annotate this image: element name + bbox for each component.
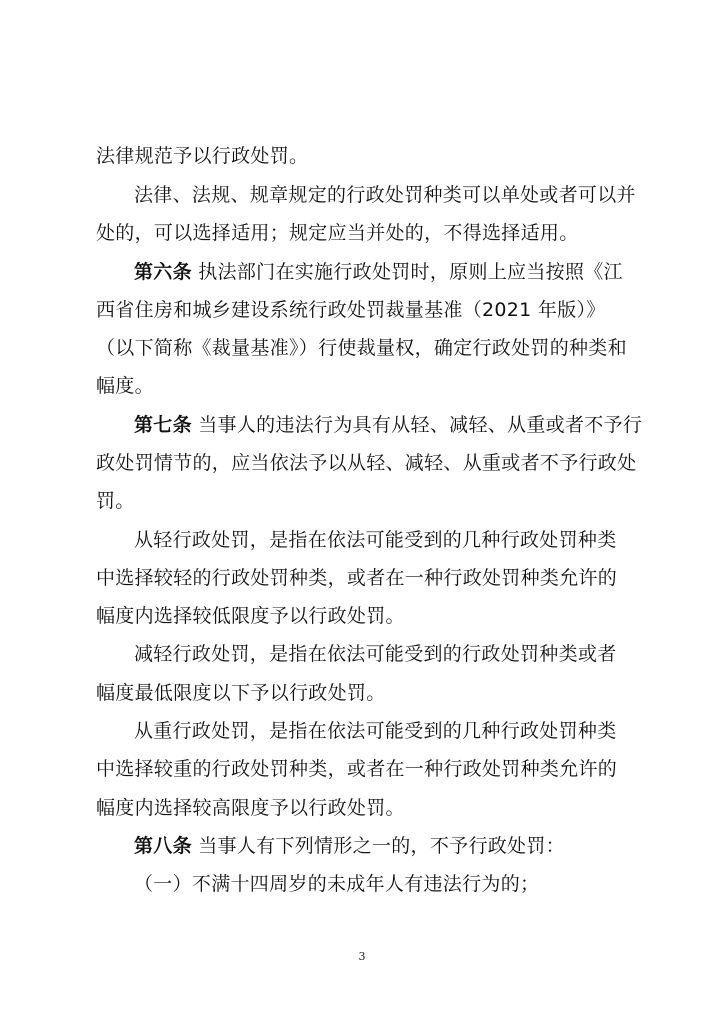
text-line: 幅度。 — [96, 375, 154, 397]
text-line: 罚。 — [96, 490, 135, 512]
text-span: 当事人有下列情形之一的，不予行政处罚： — [191, 835, 565, 857]
text-line: 处的，可以选择适用；规定应当并处的，不得选择适用。 — [96, 222, 579, 244]
article-7-line — [134, 412, 643, 438]
article-label: 第七条 — [134, 414, 192, 436]
article-label: 第八条 — [134, 835, 192, 857]
text-span: 执法部门在实施行政处罚时，原则上应当按照《江 — [191, 261, 623, 283]
text-line: （一）不满十四周岁的未成年人有违法行为的； — [134, 873, 540, 895]
text-line: 法律、法规、规章规定的行政处罚种类可以单处或者可以并 — [134, 184, 636, 206]
text-line: 幅度最低限度以下予以行政处罚。 — [96, 682, 386, 704]
text-line: 从轻行政处罚，是指在依法可能受到的几种行政处罚种类 — [134, 529, 617, 551]
text-span: 当事人的违法行为具有从轻、减轻、从重或者不予行 — [191, 414, 643, 436]
article-label: 第六条 — [134, 261, 192, 283]
text-line: 减轻行政处罚，是指在依法可能受到的行政处罚种类或者 — [134, 643, 617, 665]
text-line: 从重行政处罚，是指在依法可能受到的几种行政处罚种类 — [134, 720, 617, 742]
page-number: 3 — [358, 950, 366, 963]
text-line: 中选择较轻的行政处罚种类，或者在一种行政处罚种类允许的 — [96, 567, 618, 589]
text-line: 西省住房和城乡建设系统行政处罚裁量基准（2021 年版）》 — [96, 299, 606, 321]
article-8-line — [134, 833, 636, 859]
text-line: 政处罚情节的，应当依法予以从轻、减轻、从重或者不予行政处 — [96, 452, 637, 474]
article-6-line — [134, 259, 636, 285]
text-line: 中选择较重的行政处罚种类，或者在一种行政处罚种类允许的 — [96, 758, 618, 780]
text-line: 幅度内选择较高限度予以行政处罚。 — [96, 797, 405, 819]
text-line: 幅度内选择较低限度予以行政处罚。 — [96, 605, 405, 627]
text-line: 法律规范予以行政处罚。 — [96, 145, 309, 167]
text-line: （以下简称《裁量基准》）行使裁量权，确定行政处罚的种类和 — [96, 337, 627, 359]
